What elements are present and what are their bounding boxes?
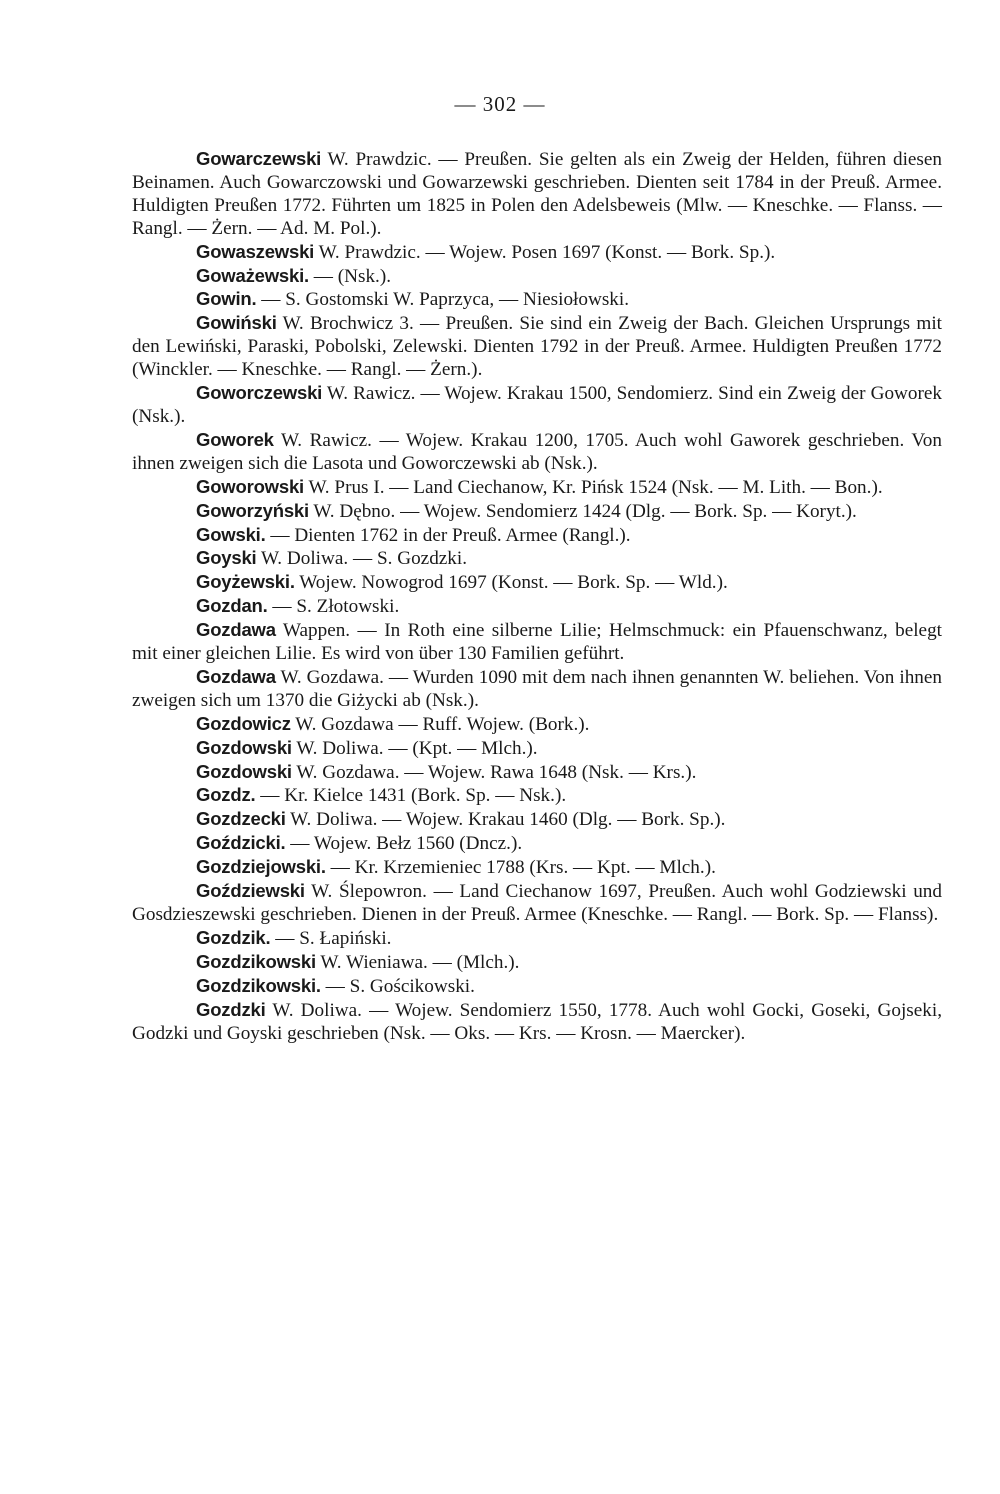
entry-text: W. Prawdzic. — Wojew. Posen 1697 (Konst. — Bork. Sp.). bbox=[318, 241, 776, 263]
entry-text: W. Dębno. — Wojew. Sendomierz 1424 (Dlg. — Bork. Sp. — Koryt.). bbox=[313, 500, 857, 522]
entry-text: — Dienten 1762 in der Preuß. Armee (Rangl.). bbox=[270, 524, 631, 546]
entry-headword: Gowaszewski bbox=[196, 240, 315, 262]
entry-headword: Gozdowski bbox=[196, 760, 292, 782]
entry bbox=[132, 571, 942, 595]
entry-headword: Gozdzecki bbox=[196, 808, 286, 830]
entry-text: W. Gozdawa. — Wojew. Rawa 1648 (Nsk. — Krs.). bbox=[296, 761, 697, 783]
entry bbox=[132, 595, 942, 619]
entry bbox=[132, 547, 942, 571]
entry-text: W. Rawicz. — Wojew. Krakau 1200, 1705. Auch wohl Gaworek geschrieben. Von ihnen zweigen sich die Lasota und Goworczewski ab (Nsk.). bbox=[132, 429, 942, 474]
entry-headword: Goździcki. bbox=[196, 832, 286, 854]
entry bbox=[132, 761, 942, 785]
entry-headword: Gozdawa bbox=[196, 619, 276, 641]
entry-headword: Gowiński bbox=[196, 312, 277, 334]
entry-headword: Goyżewski. bbox=[196, 571, 295, 593]
entry-headword: Goworczewski bbox=[196, 382, 323, 404]
entry-headword: Gozdzki bbox=[196, 998, 266, 1020]
entry-text: — (Nsk.). bbox=[313, 265, 392, 287]
entry bbox=[132, 975, 942, 999]
entry-headword: Gozdzik. bbox=[196, 926, 271, 948]
entry-headword: Gowin. bbox=[196, 288, 257, 310]
entry-headword: Gozdz. bbox=[196, 784, 256, 806]
entry bbox=[132, 666, 942, 713]
entry-headword: Gozdawa bbox=[196, 665, 276, 687]
entry-text: W. Gozdawa. — Wurden 1090 mit dem nach ihnen genannten W. beliehen. Von ihnen zweigen sich um 1370 die Giżycki ab (Nsk.). bbox=[132, 666, 942, 711]
entry-text: W. Doliwa. — Wojew. Krakau 1460 (Dlg. — Bork. Sp.). bbox=[290, 809, 726, 831]
dictionary-entries bbox=[132, 148, 942, 1045]
entry bbox=[132, 927, 942, 951]
entry-text: — S. Gościkowski. bbox=[325, 975, 475, 997]
entry bbox=[132, 288, 942, 312]
entry-text: — S. Łapiński. bbox=[275, 927, 392, 949]
entry-text: — S. Gostomski W. Paprzyca, — Niesiołowski. bbox=[261, 289, 630, 311]
entry bbox=[132, 429, 942, 476]
entry bbox=[132, 784, 942, 808]
entry-text: W. Rawicz. — Wojew. Krakau 1500, Sendomierz. Sind ein Zweig der Goworek (Nsk.). bbox=[132, 383, 942, 427]
entry-text: W. Doliwa. — S. Gozdzki. bbox=[260, 548, 468, 570]
entry bbox=[132, 832, 942, 856]
entry bbox=[132, 737, 942, 761]
entry bbox=[132, 476, 942, 500]
entry bbox=[132, 808, 942, 832]
entry bbox=[132, 382, 942, 429]
entry-text: — Kr. Krzemieniec 1788 (Krs. — Kpt. — Mlch.). bbox=[330, 857, 716, 879]
entry-headword: Gowski. bbox=[196, 523, 266, 545]
entry bbox=[132, 619, 942, 666]
entry-text: W. Doliwa. — Wojew. Sendomierz 1550, 1778. Auch wohl Gocki, Goseki, Gojseki, Godzki und Goyski geschrieben (Nsk. — Oks. — Krs. — Krosn. — Maercker). bbox=[132, 999, 943, 1044]
entry-text: W. Prus I. — Land Ciechanow, Kr. Pińsk 1524 (Nsk. — M. Lith. — Bon.). bbox=[308, 476, 883, 498]
entry bbox=[132, 241, 942, 265]
entry-headword: Goździewski bbox=[196, 880, 305, 902]
entry bbox=[132, 265, 942, 289]
entry bbox=[132, 999, 942, 1046]
entry bbox=[132, 148, 942, 241]
page-number: — 302 — bbox=[454, 92, 546, 116]
entry-text: — Wojew. Bełz 1560 (Dncz.). bbox=[290, 833, 523, 855]
entry bbox=[132, 500, 942, 524]
entry-headword: Gozdowicz bbox=[196, 712, 291, 734]
entry-headword: Goworzyński bbox=[196, 499, 309, 521]
entry bbox=[132, 880, 942, 927]
entry-headword: Gozdan. bbox=[196, 595, 268, 617]
entry-text: — Kr. Kielce 1431 (Bork. Sp. — Nsk.). bbox=[260, 785, 567, 807]
entry-text: W. Prawdzic. — Preußen. Sie gelten als ein Zweig der Helden, führen diesen Beinamen. Auch Gowarczowski und Gowarzewski geschrieben. Dienten seit 1784 in der Preuß. Armee. Huldigten Preußen 1772. Führten um 1825 in Polen den Adelsbeweis (Mlw. — Kneschke. — Flanss. — Rangl. — Żern. — Ad. M. Pol.). bbox=[132, 149, 942, 239]
entry-text: W. Gozdawa — Ruff. Wojew. (Bork.). bbox=[295, 713, 590, 735]
entry-headword: Goyski bbox=[196, 547, 257, 569]
entry-text: Wojew. Nowogrod 1697 (Konst. — Bork. Sp. — Wld.). bbox=[299, 572, 728, 594]
entry-headword: Gozdzikowski bbox=[196, 950, 316, 972]
entry-text: — S. Złotowski. bbox=[272, 596, 400, 618]
entry-text: W. Doliwa. — (Kpt. — Mlch.). bbox=[296, 737, 538, 759]
entry-headword: Gozdzikowski. bbox=[196, 974, 321, 996]
entry-headword: Goważewski. bbox=[196, 264, 309, 286]
entry bbox=[132, 312, 942, 382]
entry bbox=[132, 951, 942, 975]
entry-text: W. Ślepowron. — Land Ciechanow 1697, Preußen. Auch wohl Godziewski und Gosdzieszewski geschrieben. Dienen in der Preuß. Armee (Kneschke. — Rangl. — Bork. Sp. — Flanss). bbox=[132, 881, 942, 925]
entry-headword: Gozdziejowski. bbox=[196, 856, 326, 878]
entry-headword: Gowarczewski bbox=[196, 148, 322, 169]
entry-headword: Goworowski bbox=[196, 475, 304, 497]
entry-text: W. Brochwicz 3. — Preußen. Sie sind ein Zweig der Bach. Gleichen Ursprungs mit den Lewiński, Paraski, Pobolski, Zelewski. Dienten 1792 in der Preuß. Armee. Huldigten Preußen 1772 (Winckler. — Kneschke. — Rangl. — Żern.). bbox=[132, 313, 942, 381]
entry-text: W. Wieniawa. — (Mlch.). bbox=[320, 951, 520, 973]
entry-text: Wappen. — In Roth eine silberne Lilie; Helmschmuck: ein Pfauenschwanz, belegt mit einer gleichen Lilie. Es wird von über 130 Familien geführt. bbox=[132, 620, 942, 665]
entry-headword: Gozdowski bbox=[196, 736, 292, 758]
entry bbox=[132, 856, 942, 880]
entry-headword: Goworek bbox=[196, 428, 274, 450]
entry bbox=[132, 524, 942, 548]
entry bbox=[132, 713, 942, 737]
